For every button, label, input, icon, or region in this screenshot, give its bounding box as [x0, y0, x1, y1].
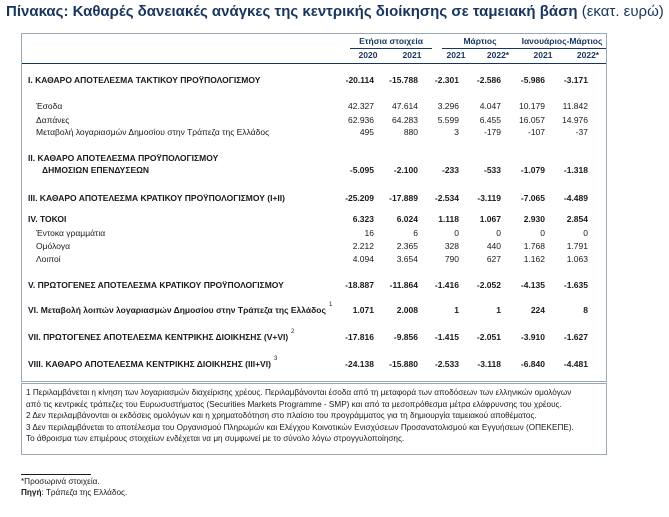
- cell-value: -15.880: [389, 359, 418, 369]
- row-label: Ομόλογα: [36, 241, 71, 251]
- cell-value: -1.079: [520, 165, 545, 175]
- title-unit: (εκατ. ευρώ): [581, 3, 664, 20]
- cell-value: -3.910: [520, 332, 545, 342]
- header-group-march: Μάρτιος: [463, 36, 497, 46]
- header-group-march-rule: [442, 48, 518, 49]
- note-line: Το άθροισμα των επιμέρους στοιχείων ενδέχεται να μη συμφωνεί με το σύνολο λόγω στρογγυλοποίησης.: [26, 434, 405, 443]
- cell-value: 64.283: [392, 115, 418, 125]
- header-rule: [22, 63, 606, 64]
- table-row: [22, 254, 608, 266]
- cell-value: -3.171: [563, 75, 588, 85]
- cell-value: 1.162: [523, 254, 545, 264]
- cell-value: 4.094: [352, 254, 374, 264]
- cell-value: -5.986: [520, 75, 545, 85]
- footnote-marker: 2: [291, 329, 295, 335]
- cell-value: -20.114: [345, 75, 374, 85]
- source-label: Πηγή: [21, 488, 42, 497]
- cell-value: 1.071: [352, 305, 374, 315]
- cell-value: -24.138: [345, 359, 374, 369]
- row-label-continued: ΔΗΜΟΣΙΩΝ ΕΠΕΝΔΥΣΕΩΝ: [42, 165, 150, 175]
- cell-value: -1.318: [563, 165, 588, 175]
- note-line: από τις κεντρικές τράπεζες του Ευρωσυστήματος (Securities Markets Programme - SMP) και από τα μεσοπρόθεσμα μέτρα ελάφρυνσης του χρέους.: [26, 399, 562, 409]
- cell-value: 4.047: [479, 101, 501, 111]
- cell-value: 6.024: [396, 214, 418, 224]
- cell-value: 1.063: [566, 254, 588, 264]
- row-label: III. ΚΑΘΑΡΟ ΑΠΟΤΕΛΕΣΜΑ ΚΡΑΤΙΚΟΥ ΠΡΟΫΠΟΛΟΓΙΣΜΟΥ (I+II): [28, 193, 285, 203]
- page-title: [6, 3, 664, 20]
- cell-value: -4.135: [520, 280, 545, 290]
- table-row: [22, 153, 608, 175]
- cell-value: 3.654: [396, 254, 418, 264]
- cell-value: -2.301: [434, 75, 459, 85]
- header-group-jan-mar-rule: [518, 48, 606, 49]
- cell-value: 16.057: [519, 115, 545, 125]
- cell-value: -2.534: [434, 193, 459, 203]
- provisional-note: *Προσωρινά στοιχεία.: [21, 477, 100, 486]
- cell-value: 62.936: [348, 115, 374, 125]
- table-row: [22, 127, 608, 139]
- cell-value: 3.296: [437, 101, 459, 111]
- cell-value: 5.599: [437, 115, 459, 125]
- cell-value: 0: [496, 228, 501, 238]
- cell-value: 42.327: [348, 101, 374, 111]
- table-row: [22, 75, 608, 87]
- header-group-annual: Ετήσια στοιχεία: [359, 36, 423, 46]
- row-label: Λοιποί: [36, 254, 61, 264]
- cell-value: -37: [575, 127, 588, 137]
- header-year: 2022*: [486, 50, 510, 60]
- note-line: 3 Δεν περιλαμβάνεται το αποτέλεσμα του Οργανισμού Πληρωμών και Ελέγχου Κοινοτικών Ενισχύσεων Προσανατολισμού και Εγγυήσεων (ΟΠΕΚΕΠΕ).: [26, 422, 574, 432]
- header-year: 2022*: [576, 50, 600, 60]
- table-row: [22, 228, 608, 240]
- table-row: [22, 241, 608, 253]
- cell-value: -2.052: [476, 280, 501, 290]
- table-row: [22, 214, 608, 226]
- note-line: 1 Περιλαμβάνεται η κίνηση των λογαριασμών διαχείρισης χρέους. Περιλαμβάνονται έσοδα από τη μεταφορά των αποδόσεων των ελληνικών ομολόγων: [26, 388, 572, 397]
- row-label: VI. Μεταβολή λοιπών λογαριασμών Δημοσίου στην Τράπεζα της Ελλάδος: [28, 305, 326, 315]
- cell-value: -11.864: [389, 280, 418, 290]
- cell-value: -7.065: [520, 193, 545, 203]
- table-row: [22, 329, 608, 344]
- cell-value: -4.489: [563, 193, 588, 203]
- cell-value: 0: [540, 228, 545, 238]
- cell-value: 1.791: [566, 241, 588, 251]
- source-line: [21, 487, 127, 498]
- cell-value: -3.119: [477, 193, 501, 203]
- row-label: I. ΚΑΘΑΡΟ ΑΠΟΤΕΛΕΣΜΑ ΤΑΚΤΙΚΟΥ ΠΡΟΫΠΟΛΟΓΙΣΜΟΥ: [28, 75, 261, 85]
- cell-value: -2.051: [476, 332, 501, 342]
- cell-value: 790: [444, 254, 459, 264]
- row-label: Μεταβολή λογαριασμών Δημοσίου στην Τράπεζα της Ελλάδος: [36, 127, 270, 137]
- row-label: IV. ΤΟΚΟΙ: [28, 214, 67, 224]
- cell-value: -3.118: [477, 359, 501, 369]
- cell-value: 8: [583, 305, 588, 315]
- cell-value: 6.455: [479, 115, 501, 125]
- cell-value: 328: [444, 241, 459, 251]
- table-row: [22, 280, 608, 292]
- note-line: 2 Δεν περιλαμβάνονται οι εκδόσεις ομολόγων και η χρηματοδότηση στο πλαίσιο του προγράμματος για τη δημιουργία ταμειακού αποθέματος.: [26, 411, 537, 420]
- row-label: Έντοκα γραμμάτια: [36, 228, 106, 238]
- cell-value: -1.415: [434, 332, 459, 342]
- cell-value: 0: [454, 228, 459, 238]
- cell-value: -4.481: [563, 359, 588, 369]
- cell-value: 3: [454, 127, 459, 137]
- cell-value: 627: [486, 254, 501, 264]
- row-label: II. ΚΑΘΑΡΟ ΑΠΟΤΕΛΕΣΜΑ ΠΡΟΫΠΟΛΟΓΙΣΜΟΥ: [28, 153, 219, 163]
- cell-value: -1.416: [434, 280, 459, 290]
- cell-value: 0: [583, 228, 588, 238]
- row-label: V. ΠΡΩΤΟΓΕΝΕΣ ΑΠΟΤΕΛΕΣΜΑ ΚΡΑΤΙΚΟΥ ΠΡΟΫΠΟΛΟΓΙΣΜΟΥ: [28, 280, 284, 290]
- cell-value: 2.930: [523, 214, 545, 224]
- cell-value: 10.179: [519, 101, 545, 111]
- footnote-rule: [21, 474, 91, 475]
- cell-value: 47.614: [392, 101, 418, 111]
- cell-value: 6: [413, 228, 418, 238]
- footnote-marker: 1: [329, 302, 333, 308]
- table-row: [22, 101, 608, 113]
- table-row: [22, 356, 608, 371]
- cell-value: 11.842: [562, 101, 588, 111]
- cell-value: -25.209: [345, 193, 374, 203]
- cell-value: 224: [530, 305, 545, 315]
- header-group-jan-mar: Ιανουάριος-Μάρτιος: [521, 36, 603, 46]
- row-label: VII. ΠΡΩΤΟΓΕΝΕΣ ΑΠΟΤΕΛΕΣΜΑ ΚΕΝΤΡΙΚΗΣ ΔΙΟΙΚΗΣΗΣ (V+VI): [28, 332, 289, 342]
- cell-value: -2.533: [434, 359, 459, 369]
- table-notes: [21, 383, 607, 455]
- cell-value: -18.887: [345, 280, 374, 290]
- cell-value: -5.095: [349, 165, 374, 175]
- row-label: VIII. ΚΑΘΑΡΟ ΑΠΟΤΕΛΕΣΜΑ ΚΕΝΤΡΙΚΗΣ ΔΙΟΙΚΗΣΗΣ (III+VI): [28, 359, 271, 369]
- cell-value: 880: [403, 127, 418, 137]
- header-group-annual-rule: [350, 48, 432, 49]
- header-year: 2021: [446, 50, 466, 60]
- cell-value: -2.586: [476, 75, 501, 85]
- footnote-marker: 3: [274, 356, 278, 362]
- cell-value: 1: [496, 305, 501, 315]
- source-text: : Τράπεζα της Ελλάδος.: [41, 488, 128, 497]
- cell-value: 14.976: [562, 115, 588, 125]
- cell-value: 1.067: [479, 214, 501, 224]
- cell-value: -15.788: [389, 75, 418, 85]
- header-year: 2020: [358, 50, 378, 60]
- cell-value: 2.365: [396, 241, 418, 251]
- cell-value: 440: [486, 241, 501, 251]
- cell-value: 495: [359, 127, 374, 137]
- cell-value: -179: [483, 127, 501, 137]
- row-label: Δαπάνες: [36, 115, 70, 125]
- footer: [21, 476, 127, 498]
- cell-value: -9.856: [393, 332, 418, 342]
- cell-value: -1.635: [563, 280, 588, 290]
- cell-value: -6.840: [520, 359, 545, 369]
- cell-value: 2.854: [566, 214, 588, 224]
- cell-value: 1.118: [438, 214, 459, 224]
- table-row: [22, 193, 608, 205]
- cell-value: -107: [527, 127, 545, 137]
- table-row: [22, 302, 608, 317]
- cell-value: 1: [454, 305, 459, 315]
- cell-value: -233: [441, 165, 459, 175]
- cell-value: -1.627: [563, 332, 588, 342]
- title-main: Πίνακας: Καθαρές δανειακές ανάγκες της κεντρικής διοίκησης σε ταμειακή βάση: [6, 3, 578, 20]
- cell-value: 6.323: [352, 214, 374, 224]
- cell-value: 2.212: [352, 241, 374, 251]
- cell-value: -2.100: [393, 165, 418, 175]
- cell-value: 16: [364, 228, 374, 238]
- header-year: 2021: [402, 50, 422, 60]
- header-year: 2021: [533, 50, 553, 60]
- cell-value: -17.816: [345, 332, 374, 342]
- cell-value: 1.768: [523, 241, 545, 251]
- cell-value: -17.889: [389, 193, 418, 203]
- table-row: [22, 115, 608, 127]
- row-label: Έσοδα: [36, 101, 63, 111]
- cell-value: -533: [483, 165, 501, 175]
- data-table: [21, 33, 607, 382]
- cell-value: 2.008: [396, 305, 418, 315]
